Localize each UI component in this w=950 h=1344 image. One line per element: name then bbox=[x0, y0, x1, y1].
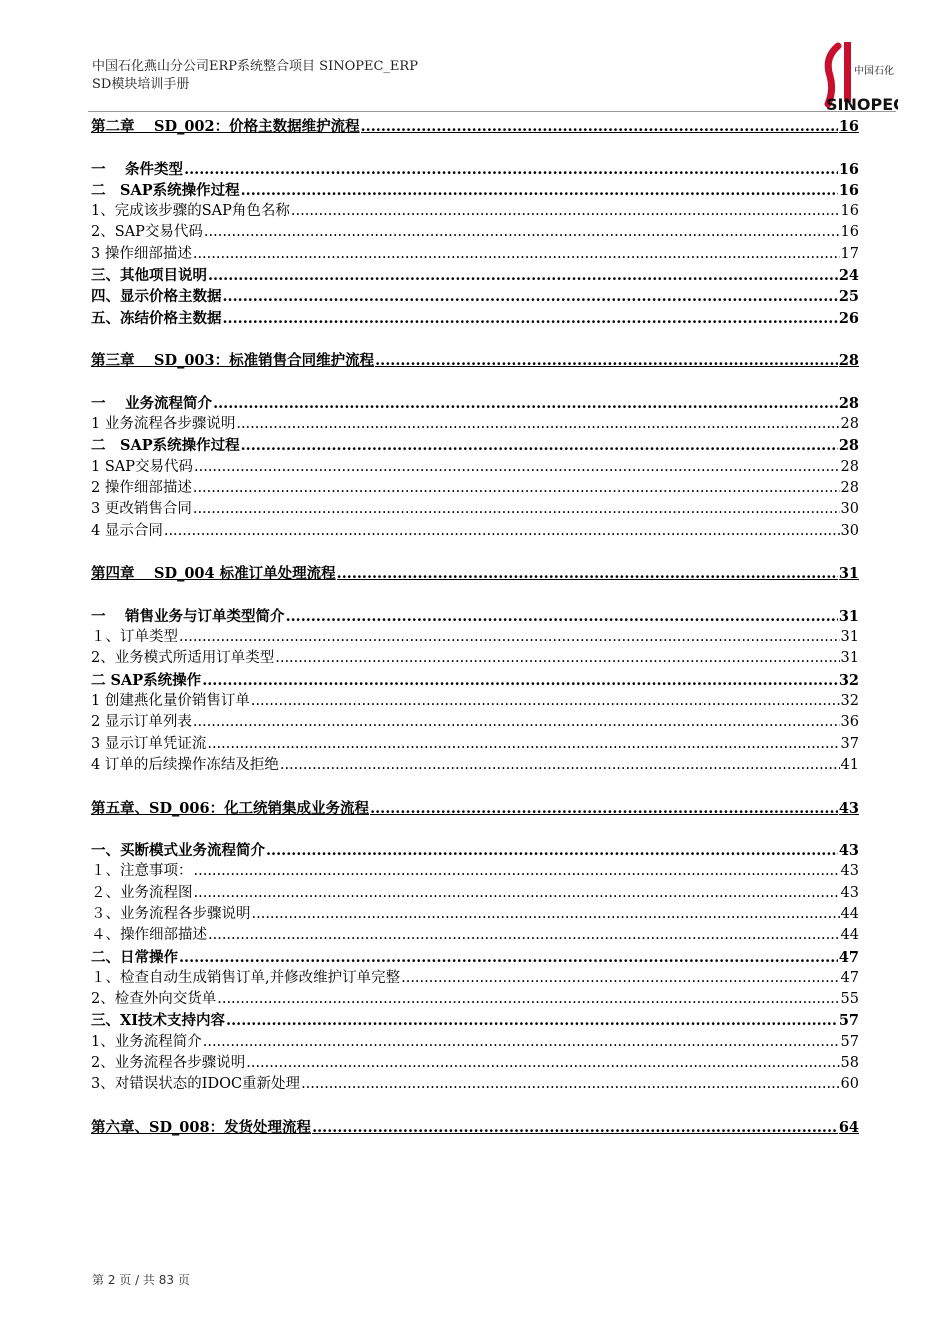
toc-entry[interactable] bbox=[91, 712, 859, 733]
toc-dot-leader bbox=[207, 734, 839, 755]
toc-page-number: 25 bbox=[838, 288, 859, 306]
toc-page-number: 16 bbox=[840, 224, 859, 241]
toc-entry-title: 二 SAP系统操作 bbox=[91, 671, 202, 689]
toc-dot-leader bbox=[291, 201, 840, 222]
toc-dot-leader bbox=[312, 1117, 838, 1138]
toc-page-number: 57 bbox=[840, 1033, 859, 1050]
toc-dot-leader bbox=[179, 627, 840, 648]
toc-entry-title: 2、业务流程各步骤说明 bbox=[91, 1055, 246, 1072]
toc-dot-leader bbox=[202, 670, 838, 691]
page-header bbox=[92, 58, 418, 94]
toc-dot-leader bbox=[337, 563, 838, 584]
toc-page-number: 55 bbox=[840, 991, 859, 1008]
toc-dot-leader bbox=[241, 435, 838, 456]
toc-entry-title: 1 创建燕化量价销售订单 bbox=[91, 693, 250, 710]
toc-dot-leader bbox=[217, 989, 839, 1010]
toc-dot-leader bbox=[401, 968, 839, 989]
toc-entry-title: 二 SAP系统操作过程 bbox=[91, 437, 240, 455]
toc-page-number: 43 bbox=[838, 842, 859, 860]
toc-entry[interactable] bbox=[91, 734, 859, 755]
toc-chapter-entry[interactable] bbox=[91, 563, 859, 584]
toc-entry-title: 一 销售业务与订单类型简介 bbox=[91, 607, 285, 625]
toc-page-number: 47 bbox=[838, 948, 859, 966]
toc-spacer bbox=[91, 819, 859, 840]
toc-entry-title: 第三章 SD_003：标准销售合同维护流程 bbox=[91, 352, 375, 370]
toc-chapter-entry[interactable] bbox=[91, 798, 859, 819]
toc-dot-leader bbox=[194, 883, 840, 904]
toc-dot-leader bbox=[194, 457, 840, 478]
toc-entry-title: 2、SAP交易代码 bbox=[91, 224, 203, 241]
toc-page-number: 16 bbox=[838, 160, 859, 178]
toc-page-number: 31 bbox=[838, 607, 859, 625]
toc-dot-leader bbox=[370, 798, 838, 819]
toc-entry-title: 三、其他项目说明 bbox=[91, 267, 207, 285]
toc-dot-leader bbox=[246, 1053, 839, 1074]
toc-entry[interactable] bbox=[91, 989, 859, 1010]
toc-entry[interactable] bbox=[91, 1032, 859, 1053]
toc-dot-leader bbox=[236, 414, 839, 435]
toc-page-number: 28 bbox=[838, 394, 859, 412]
toc-entry[interactable] bbox=[91, 222, 859, 243]
toc-dot-leader bbox=[375, 350, 838, 371]
toc-entry-title: １、注意事项： bbox=[91, 863, 193, 880]
toc-dot-leader bbox=[164, 521, 840, 542]
page-footer: 第 2 页 / 共 83 页 bbox=[92, 1273, 190, 1287]
toc-entry[interactable] bbox=[91, 670, 859, 691]
toc-spacer bbox=[91, 372, 859, 393]
toc-entry-title: ３、业务流程各步骤说明 bbox=[91, 905, 251, 922]
toc-page-number: 28 bbox=[838, 352, 859, 370]
toc-entry-title: 四、显示价格主数据 bbox=[91, 288, 222, 306]
toc-page-number: 16 bbox=[838, 118, 859, 135]
toc-entry[interactable] bbox=[91, 648, 859, 669]
toc-page-number: 24 bbox=[838, 267, 859, 285]
toc-page-number: 58 bbox=[840, 1055, 859, 1072]
toc-chapter-entry[interactable] bbox=[91, 350, 859, 371]
toc-entry-title: 3 更改销售合同 bbox=[91, 501, 192, 518]
toc-entry[interactable] bbox=[91, 627, 859, 648]
svg-text:SINOPEC: SINOPEC bbox=[826, 95, 898, 114]
toc-entry-title: 3、对错误状态的IDOC重新处理 bbox=[91, 1076, 301, 1093]
toc-spacer bbox=[91, 329, 859, 350]
header-divider bbox=[88, 111, 896, 112]
toc-page-number: 30 bbox=[840, 522, 859, 539]
toc-entry-title: 五、冻结价格主数据 bbox=[91, 309, 222, 327]
toc-entry[interactable] bbox=[91, 521, 859, 542]
toc-entry[interactable] bbox=[91, 968, 859, 989]
toc-dot-leader bbox=[280, 755, 840, 776]
svg-text:中国石化: 中国石化 bbox=[854, 66, 894, 77]
toc-entry-title: 1、完成该步骤的SAP角色名称 bbox=[91, 203, 290, 220]
toc-entry[interactable] bbox=[91, 393, 859, 414]
toc-page-number: 17 bbox=[840, 245, 859, 262]
toc-entry[interactable] bbox=[91, 457, 859, 478]
toc-page-number: 44 bbox=[840, 927, 859, 944]
toc-entry[interactable] bbox=[91, 265, 859, 286]
toc-entry[interactable] bbox=[91, 414, 859, 435]
toc-dot-leader bbox=[194, 861, 840, 882]
toc-entry-title: 1 SAP交易代码 bbox=[91, 458, 193, 475]
toc-entry[interactable] bbox=[91, 925, 859, 946]
toc-dot-leader bbox=[223, 308, 838, 329]
header-manual-title: SD模块培训手册 bbox=[92, 77, 190, 92]
toc-entry-title: 2、业务模式所适用订单类型 bbox=[91, 650, 275, 667]
toc-entry[interactable] bbox=[91, 286, 859, 307]
toc-spacer bbox=[91, 137, 859, 158]
toc-dot-leader bbox=[226, 1010, 838, 1031]
toc-entry-title: 1 业务流程各步骤说明 bbox=[91, 416, 236, 433]
toc-dot-leader bbox=[193, 244, 840, 265]
toc-entry-title: 三、XI技术支持内容 bbox=[91, 1012, 226, 1030]
toc-dot-leader bbox=[286, 606, 838, 627]
toc-page-number: 36 bbox=[840, 714, 859, 731]
toc-page-number: 16 bbox=[838, 181, 859, 199]
toc-spacer bbox=[91, 776, 859, 797]
toc-page-number: 16 bbox=[840, 203, 859, 220]
toc-entry[interactable] bbox=[91, 691, 859, 712]
toc-dot-leader bbox=[251, 691, 840, 712]
toc-dot-leader bbox=[208, 265, 838, 286]
toc-dot-leader bbox=[241, 180, 838, 201]
toc-entry-title: 4 显示合同 bbox=[91, 522, 163, 539]
toc-entry-title: 3 显示订单凭证流 bbox=[91, 735, 207, 752]
toc-dot-leader bbox=[223, 286, 838, 307]
toc-page-number: 28 bbox=[840, 458, 859, 475]
toc-dot-leader bbox=[252, 904, 840, 925]
toc-page-number: 43 bbox=[840, 884, 859, 901]
toc-page-number: 43 bbox=[840, 863, 859, 880]
toc-page-number: 37 bbox=[840, 735, 859, 752]
toc-page-number: 47 bbox=[840, 969, 859, 986]
toc-entry-title: １、订单类型 bbox=[91, 629, 178, 646]
sinopec-logo bbox=[820, 38, 898, 114]
toc-dot-leader bbox=[193, 499, 840, 520]
toc-entry[interactable] bbox=[91, 1053, 859, 1074]
toc-entry[interactable] bbox=[91, 159, 859, 180]
toc-entry[interactable] bbox=[91, 201, 859, 222]
toc-spacer bbox=[91, 585, 859, 606]
toc-entry-title: 第六章、SD_008：发货处理流程 bbox=[91, 1118, 312, 1136]
toc-dot-leader bbox=[301, 1074, 839, 1095]
toc-entry[interactable] bbox=[91, 1074, 859, 1095]
toc-page-number: 32 bbox=[838, 671, 859, 689]
table-of-contents bbox=[91, 116, 859, 1138]
toc-entry[interactable] bbox=[91, 1010, 859, 1031]
toc-chapter-entry[interactable] bbox=[91, 1117, 859, 1138]
toc-spacer bbox=[91, 542, 859, 563]
toc-entry-title: 2、检查外向交货单 bbox=[91, 991, 217, 1008]
toc-entry-title: 1、业务流程简介 bbox=[91, 1033, 202, 1050]
toc-entry-title: 第四章 SD_004 标准订单处理流程 bbox=[91, 565, 336, 583]
toc-page-number: 43 bbox=[838, 799, 859, 817]
toc-entry-title: 一、买断模式业务流程简介 bbox=[91, 842, 265, 860]
toc-dot-leader bbox=[213, 393, 838, 414]
toc-entry-title: 3 操作细部描述 bbox=[91, 245, 192, 262]
toc-entry[interactable] bbox=[91, 478, 859, 499]
toc-entry[interactable] bbox=[91, 244, 859, 265]
toc-dot-leader bbox=[266, 840, 838, 861]
toc-entry-title: 2 操作细部描述 bbox=[91, 480, 192, 497]
toc-entry-title: 第二章 SD_002：价格主数据维护流程 bbox=[91, 118, 360, 135]
toc-dot-leader bbox=[184, 159, 838, 180]
toc-dot-leader bbox=[193, 712, 840, 733]
toc-chapter-entry[interactable] bbox=[91, 116, 859, 137]
toc-dot-leader bbox=[193, 478, 840, 499]
toc-entry-title: 一 业务流程简介 bbox=[91, 394, 213, 412]
toc-entry-title: ４、操作细部描述 bbox=[91, 927, 207, 944]
toc-page-number: 28 bbox=[838, 437, 859, 455]
toc-page-number: 57 bbox=[838, 1012, 859, 1030]
toc-dot-leader bbox=[361, 116, 838, 137]
toc-page-number: 30 bbox=[840, 501, 859, 518]
toc-entry[interactable] bbox=[91, 435, 859, 456]
toc-page-number: 26 bbox=[838, 309, 859, 327]
toc-entry[interactable] bbox=[91, 840, 859, 861]
toc-entry-title: 二 SAP系统操作过程 bbox=[91, 181, 240, 199]
toc-dot-leader bbox=[179, 947, 838, 968]
toc-page-number: 31 bbox=[840, 629, 859, 646]
toc-entry[interactable] bbox=[91, 180, 859, 201]
toc-page-number: 32 bbox=[840, 693, 859, 710]
toc-entry[interactable] bbox=[91, 499, 859, 520]
toc-dot-leader bbox=[204, 222, 840, 243]
toc-page-number: 31 bbox=[840, 650, 859, 667]
toc-dot-leader bbox=[275, 648, 839, 669]
toc-entry[interactable] bbox=[91, 947, 859, 968]
toc-entry-title: 4 订单的后续操作冻结及拒绝 bbox=[91, 756, 279, 773]
toc-entry[interactable] bbox=[91, 904, 859, 925]
header-project-title: 中国石化燕山分公司ERP系统整合项目 SINOPEC_ERP bbox=[92, 59, 418, 74]
toc-entry-title: １、检查自动生成销售订单,并修改维护订单完整 bbox=[91, 969, 401, 986]
toc-entry[interactable] bbox=[91, 755, 859, 776]
toc-entry[interactable] bbox=[91, 861, 859, 882]
toc-entry-title: 一 条件类型 bbox=[91, 160, 184, 178]
toc-page-number: 41 bbox=[840, 756, 859, 773]
toc-page-number: 28 bbox=[840, 480, 859, 497]
toc-dot-leader bbox=[203, 1032, 840, 1053]
toc-entry-title: 2 显示订单列表 bbox=[91, 714, 192, 731]
toc-entry-title: 第五章、SD_006：化工统销集成业务流程 bbox=[91, 799, 370, 817]
toc-entry[interactable] bbox=[91, 883, 859, 904]
toc-entry-title: ２、业务流程图 bbox=[91, 884, 193, 901]
toc-page-number: 31 bbox=[838, 565, 859, 583]
toc-entry[interactable] bbox=[91, 308, 859, 329]
toc-dot-leader bbox=[208, 925, 840, 946]
toc-page-number: 28 bbox=[840, 416, 859, 433]
toc-page-number: 44 bbox=[840, 905, 859, 922]
toc-entry-title: 二、日常操作 bbox=[91, 948, 178, 966]
toc-spacer bbox=[91, 1096, 859, 1117]
toc-entry[interactable] bbox=[91, 606, 859, 627]
toc-page-number: 64 bbox=[838, 1118, 859, 1136]
toc-page-number: 60 bbox=[840, 1076, 859, 1093]
